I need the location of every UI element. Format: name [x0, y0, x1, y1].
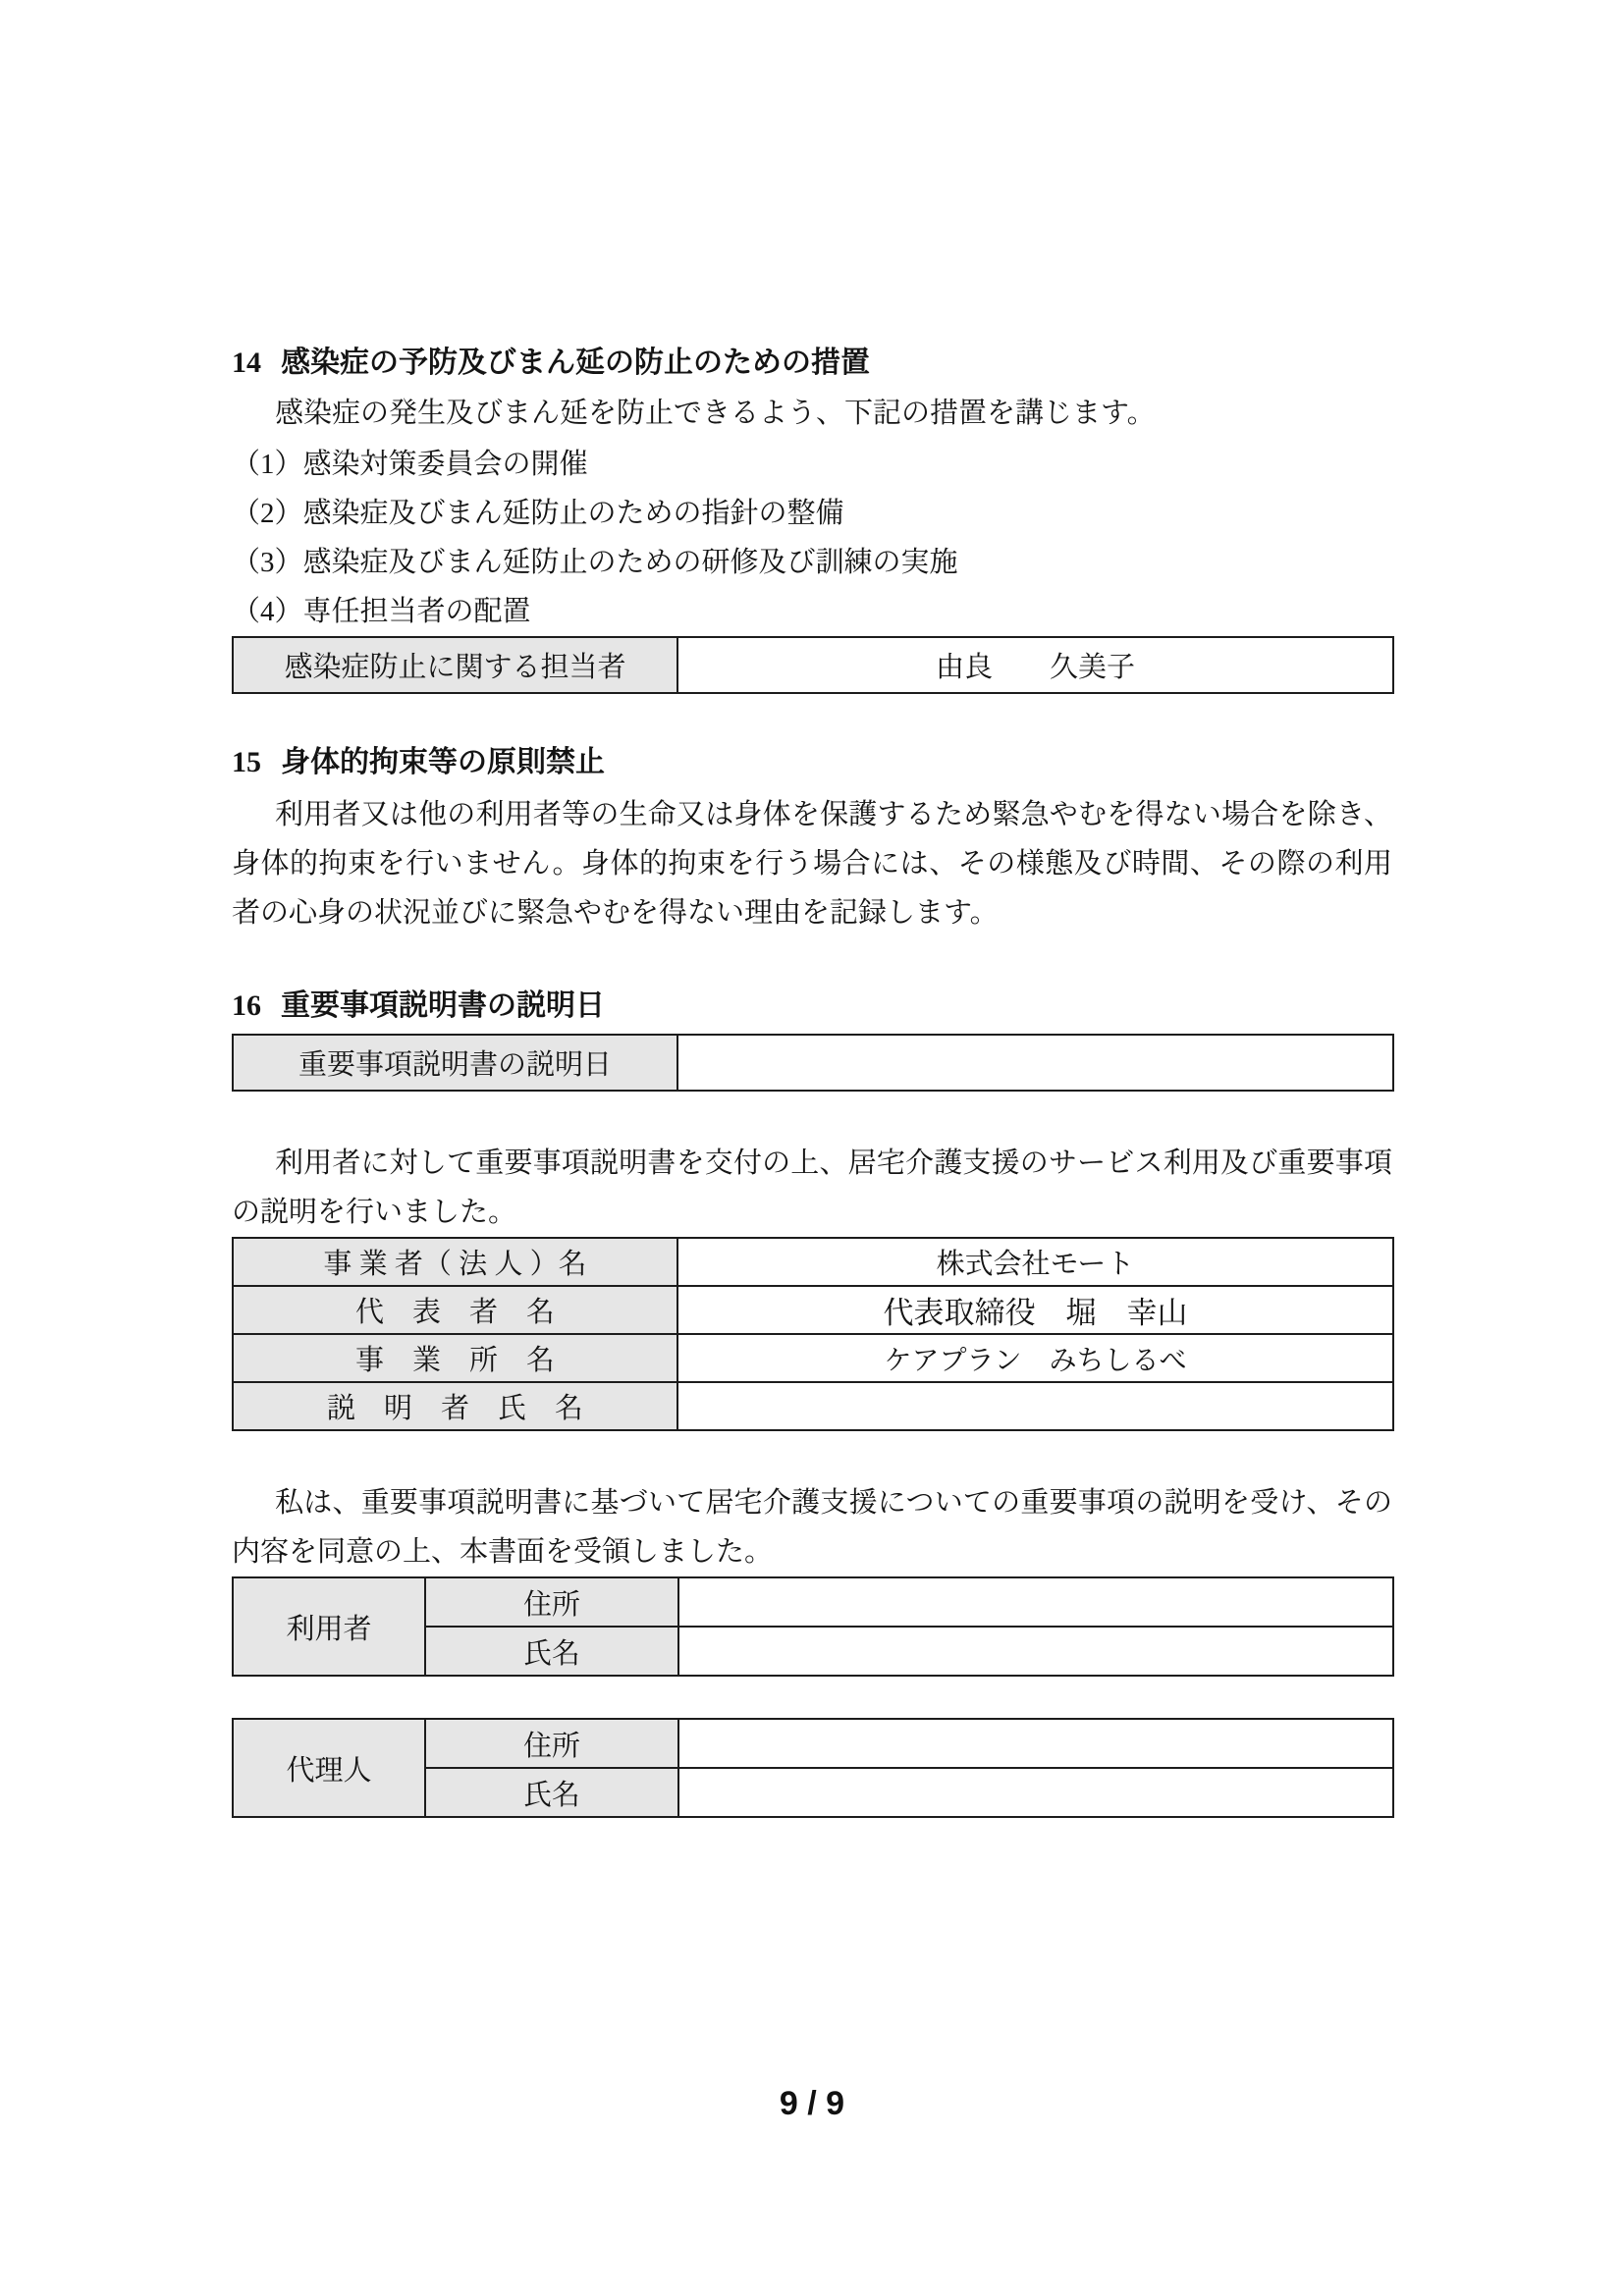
section-16-title: 重要事項説明書の説明日: [281, 989, 605, 1022]
explanation-date-table: [232, 1034, 1394, 1092]
agent-fullname-value-cell: [678, 1768, 1393, 1817]
user-fullname-value-cell: [678, 1627, 1393, 1676]
provider-table: [232, 1237, 1394, 1431]
office-name-label-cell: 事 業 所 名: [233, 1334, 677, 1382]
list-item: （2）感染症及びまん延防止のための指針の整備: [232, 498, 844, 529]
representative-label-cell: 代 表 者 名: [233, 1286, 677, 1334]
table-row: [233, 1577, 1393, 1627]
table-row: [233, 1035, 1393, 1091]
agent-name-cell: 代理人: [233, 1719, 425, 1817]
section-14-title: 感染症の予防及びまん延の防止のための措置: [281, 347, 870, 379]
agent-address-label-cell: 住所: [425, 1719, 678, 1768]
page-content: [232, 0, 1392, 1818]
section-14-items: [232, 440, 1392, 636]
user-signature-table: [232, 1576, 1394, 1677]
list-item: （1）感染対策委員会の開催: [232, 449, 588, 480]
list-item: （3）感染症及びまん延防止のための研修及び訓練の実施: [232, 547, 958, 578]
list-item: （4）専任担当者の配置: [232, 596, 531, 627]
provider-name-value-cell: 株式会社モート: [677, 1238, 1393, 1286]
officer-value-cell: 由良 久美子: [677, 637, 1393, 693]
explainer-label-cell: 説 明 者 氏 名: [233, 1382, 677, 1430]
provider-name-label-cell: 事 業 者（ 法 人 ）名: [233, 1238, 677, 1286]
consent-note: 私は、重要事項説明書に基づいて居宅介護支援についての重要事項の説明を受け、その内容を同意の上、本書面を受領しました。: [232, 1487, 1392, 1568]
date-label-cell: 重要事項説明書の説明日: [233, 1035, 677, 1091]
agent-address-value-cell: [678, 1719, 1393, 1768]
section-15-number: 15: [232, 746, 261, 778]
table-row: [233, 637, 1393, 693]
table-row: [233, 1286, 1393, 1334]
table-row: [233, 1238, 1393, 1286]
page-number: 9 / 9: [779, 2085, 845, 2122]
section-14-number: 14: [232, 347, 261, 379]
section-16-number: 16: [232, 989, 261, 1022]
infection-officer-table: [232, 636, 1394, 694]
date-value-cell: [677, 1035, 1393, 1091]
representative-value-cell: 代表取締役 堀 幸山: [677, 1286, 1393, 1334]
user-address-label-cell: 住所: [425, 1577, 678, 1627]
user-name-cell: 利用者: [233, 1577, 425, 1676]
user-fullname-label-cell: 氏名: [425, 1627, 678, 1676]
user-address-value-cell: [678, 1577, 1393, 1627]
delivery-note: 利用者に対して重要事項説明書を交付の上、居宅介護支援のサービス利用及び重要事項の説明を行いました。: [232, 1148, 1392, 1228]
section-15-body: 利用者又は他の利用者等の生命又は身体を保護するため緊急やむを得ない場合を除き、身体的拘束を行いません。身体的拘束を行う場合には、その様態及び時間、その際の利用者の心身の状況並びに緊急やむを得ない理由を記録します。: [232, 799, 1392, 929]
table-row: [233, 1719, 1393, 1768]
office-name-value-cell: ケアプラン みちしるべ: [677, 1334, 1393, 1382]
officer-label-cell: 感染症防止に関する担当者: [233, 637, 677, 693]
section-15-title: 身体的拘束等の原則禁止: [281, 746, 605, 778]
section-16-heading: [232, 987, 1392, 1026]
explainer-value-cell: [677, 1382, 1393, 1430]
table-row: [233, 1334, 1393, 1382]
agent-fullname-label-cell: 氏名: [425, 1768, 678, 1817]
table-row: [233, 1382, 1393, 1430]
agent-signature-table: [232, 1718, 1394, 1818]
section-14-intro: 感染症の発生及びまん延を防止できるよう、下記の措置を講じます。: [275, 398, 1156, 429]
section-15-heading: [232, 743, 1392, 782]
section-14-heading: [232, 344, 1392, 383]
